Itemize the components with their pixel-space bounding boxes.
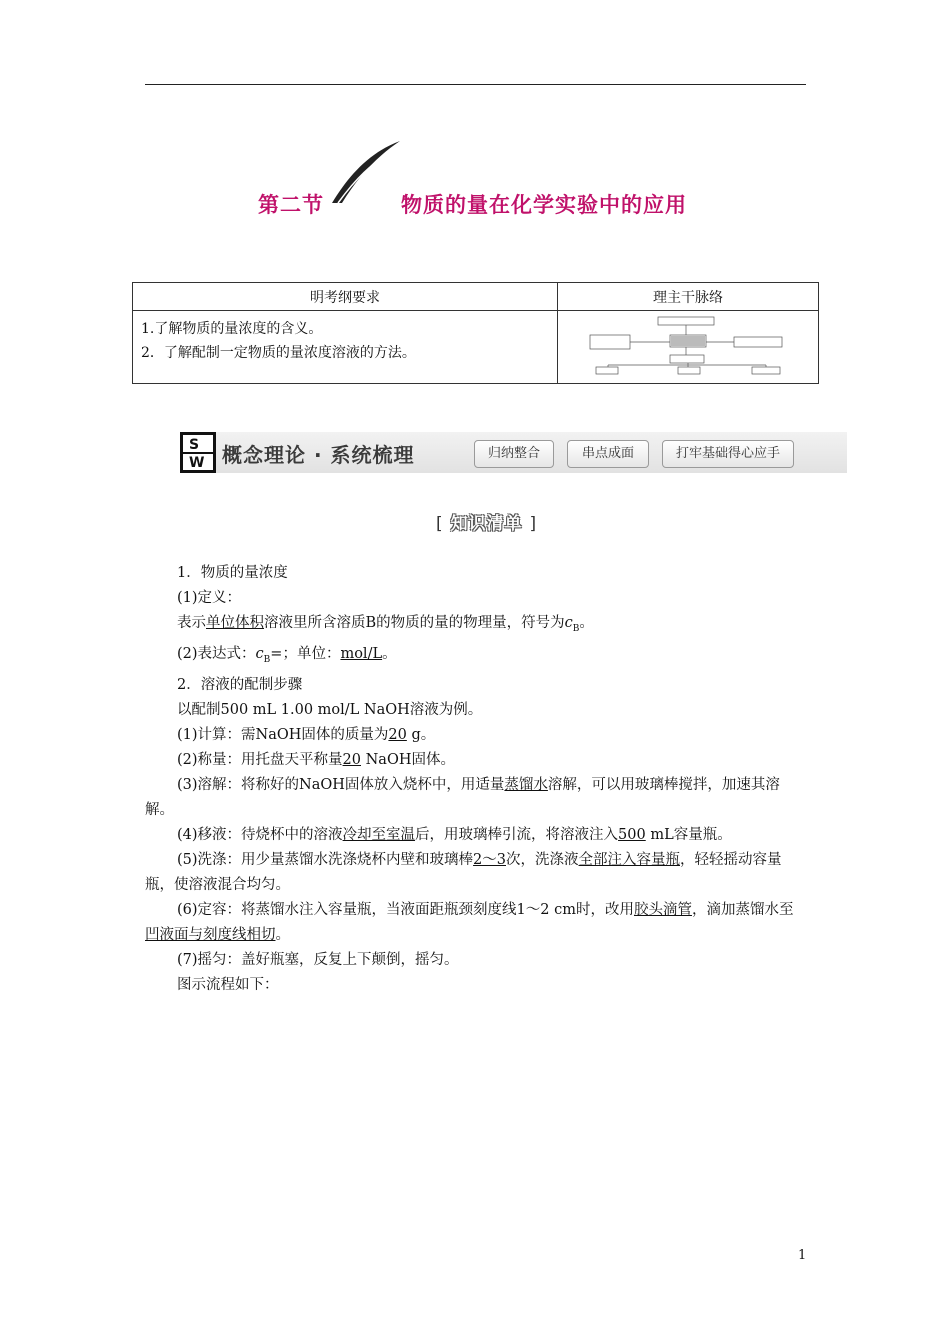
step-weigh: (2)称量：用托盘天平称量20 NaOH固体。 [177,751,455,768]
heading-concentration: 1．物质的量浓度 [177,565,288,581]
logo-letter-s: S [189,437,200,453]
flow-intro: 图示流程如下： [177,976,279,993]
swoosh-decoration-icon [328,137,404,207]
section-label: 第二节 [258,193,324,217]
concept-map-thumbnail [588,315,788,375]
step-dissolve: (3)溶解：将称好的NaOH固体放入烧杯中，用适量蒸馏水溶解，可以用玻璃棒搅拌，加速其溶解。 [145,776,780,818]
definition-label: (1)定义： [177,590,242,606]
requirement-item: 2．了解配制一定物质的量浓度溶液的方法。 [141,345,416,361]
tag-bracket-open: [ [436,514,444,534]
tag-text: 知识清单 [450,514,523,534]
section-title: 物质的量在化学实验中的应用 [401,193,687,217]
section-banner [180,432,847,473]
sw-logo-icon [180,432,216,473]
requirements-list [133,311,558,384]
heading-preparation: 2．溶液的配制步骤 [177,676,303,693]
banner-title: 概念理论 · 系统梳理 [222,443,415,467]
requirements-header: 明考纲要求 [133,283,558,311]
section-header [0,135,950,225]
connect-points-button[interactable]: 串点成面 [567,440,649,468]
page-number: 1 [798,1248,807,1263]
logo-letter-w: W [189,455,205,471]
example-text: 以配制500 mL 1.00 mol/L NaOH溶液为例。 [177,701,483,718]
knowledge-list-tag [436,509,537,534]
requirements-table [132,282,819,384]
step-transfer: (4)移液：待烧杯中的溶液冷却至室温后，用玻璃棒引流，将溶液注入500 mL容量瓶。 [177,826,732,843]
requirement-item: 1.了解物质的量浓度的含义。 [141,321,323,337]
tag-bracket-close: ] [529,514,538,534]
step-fix-volume: (6)定容：将蒸馏水注入容量瓶，当液面距瓶颈刻度线1～2 cm时，改用胶头滴管，滴加蒸馏水至凹液面与刻度线相切。 [145,901,794,943]
definition-text: 表示单位体积溶液里所含溶质B的物质的量的物理量，符号为$c_B$。 [177,615,594,634]
outline-header: 理主干脉络 [558,283,819,311]
outline-diagram-cell [558,311,819,384]
step-calculate: (1)计算：需NaOH固体的质量为20 g。 [177,726,436,743]
foundation-button[interactable]: 打牢基础得心应手 [662,440,794,468]
top-rule [145,84,806,85]
step-wash: (5)洗涤：用少量蒸馏水洗涤烧杯内壁和玻璃棒2～3次，洗涤液全部注入容量瓶，轻轻摇动容量瓶，使溶液混合均匀。 [145,851,782,893]
expression-text: (2)表达式：$c_B=$；单位：mol/L。 [177,645,397,665]
summarize-button[interactable]: 归纳整合 [474,440,554,468]
content-body [145,561,806,998]
step-shake: (7)摇匀：盖好瓶塞，反复上下颠倒，摇匀。 [177,951,459,968]
